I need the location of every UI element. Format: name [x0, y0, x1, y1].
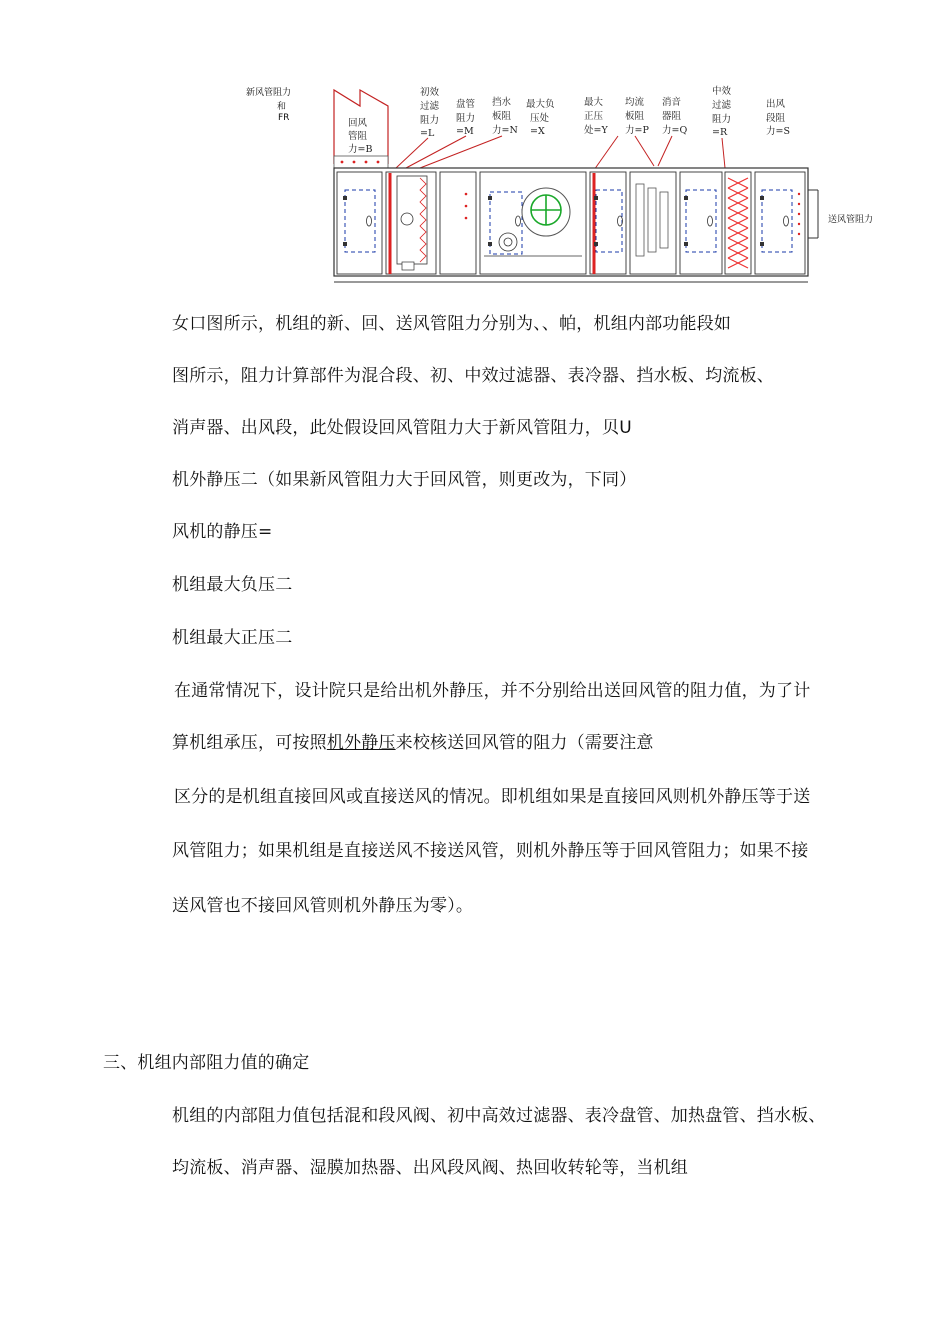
svg-text:初效: 初效	[420, 87, 440, 98]
top-labels	[420, 85, 790, 139]
svg-text:最大: 最大	[584, 97, 604, 108]
svg-text:力=S: 力=S	[766, 126, 790, 137]
svg-text:阻力: 阻力	[712, 114, 732, 125]
svg-text:力=Q: 力=Q	[662, 125, 688, 136]
svg-text:过滤: 过滤	[712, 100, 732, 111]
paragraph-line-10: 区分的是机组直接回风或直接送风的情况。即机组如果是直接回风则机外静压等于送	[174, 787, 811, 807]
svg-text:器阻: 器阻	[662, 111, 682, 122]
svg-text:正压: 正压	[584, 111, 604, 122]
svg-text:均流: 均流	[625, 97, 645, 108]
filter-gauge-icon	[401, 213, 413, 225]
svg-text:=R: =R	[712, 127, 728, 138]
return-duct-label-2: 管阻	[348, 131, 368, 142]
svg-text:消音: 消音	[662, 97, 682, 108]
svg-text:=X: =X	[530, 126, 545, 137]
paragraph-line-4: 机外静压二（如果新风管阻力大于回风管，则更改为，下同）	[172, 470, 637, 490]
svg-text:=M: =M	[456, 126, 474, 137]
svg-text:力=P: 力=P	[625, 125, 649, 136]
paragraph-line-11: 风管阻力；如果机组是直接送风不接送风管，则机外静压等于回风管阻力；如果不接	[172, 841, 809, 861]
paragraph-line-14: 均流板、消声器、湿膜加热器、出风段风阀、热回收转轮等，当机组	[172, 1158, 688, 1178]
paragraph-line-13: 机组的内部阻力值包括混和段风阀、初中高效过滤器、表冷盘管、加热盘管、挡水板、	[172, 1106, 826, 1126]
svg-text:=L: =L	[420, 128, 435, 139]
fresh-air-duct-label-1: 新风管阻力	[246, 88, 292, 98]
svg-text:中效: 中效	[712, 86, 732, 97]
paragraph-line-9-end: 来校核送回风管的阻力（需要注意	[395, 733, 654, 753]
paragraph-line-2: 图所示，阻力计算部件为混合段、初、中效过滤器、表冷器、挡水板、均流板、	[172, 366, 774, 386]
paragraph-line-6: 机组最大负压二	[172, 575, 293, 595]
svg-text:板阻: 板阻	[625, 111, 645, 122]
svg-text:挡水: 挡水	[492, 97, 512, 108]
leader-lines	[396, 136, 725, 170]
svg-text:板阻: 板阻	[492, 111, 512, 122]
svg-text:处=Y: 处=Y	[584, 125, 608, 136]
return-duct-label-1: 回风	[348, 118, 368, 129]
paragraph-line-5: 风机的静压=	[172, 522, 273, 542]
svg-text:段阻: 段阻	[766, 113, 786, 124]
svg-text:盘管: 盘管	[456, 99, 476, 110]
supply-duct-label: 送风管阻力	[828, 215, 874, 225]
section-heading: 三、机组内部阻力值的确定	[103, 1053, 310, 1073]
paragraph-line-9-start: 算机组承压，可按照	[172, 733, 327, 753]
svg-text:压处: 压处	[530, 113, 550, 124]
svg-text:过滤: 过滤	[420, 101, 440, 112]
paragraph-line-9	[172, 732, 654, 754]
paragraph-line-8: 在通常情况下，设计院只是给出机外静压，并不分别给出送回风管的阻力值，为了计	[174, 681, 811, 701]
paragraph-line-7: 机组最大正压二	[172, 628, 293, 648]
fresh-air-duct-label-2: 和	[277, 102, 287, 112]
fresh-air-duct-label-3: FR	[278, 113, 290, 123]
return-duct-label-3: 力=B	[348, 144, 373, 155]
svg-text:阻力: 阻力	[456, 113, 476, 124]
external-static-pressure-term: 机外静压	[326, 733, 396, 753]
air-handling-unit-diagram	[220, 78, 880, 288]
svg-text:阻力: 阻力	[420, 115, 440, 126]
svg-text:最大负: 最大负	[526, 99, 555, 110]
svg-text:力=N: 力=N	[492, 125, 518, 136]
paragraph-line-12: 送风管也不接回风管则机外静压为零）。	[172, 896, 474, 916]
paragraph-line-1: 女口图所示，机组的新、回、送风管阻力分别为、、帕，机组内部功能段如	[172, 314, 732, 334]
svg-text:出风: 出风	[766, 99, 786, 110]
paragraph-line-3: 消声器、出风段，此处假设回风管阻力大于新风管阻力，贝U	[172, 418, 632, 438]
